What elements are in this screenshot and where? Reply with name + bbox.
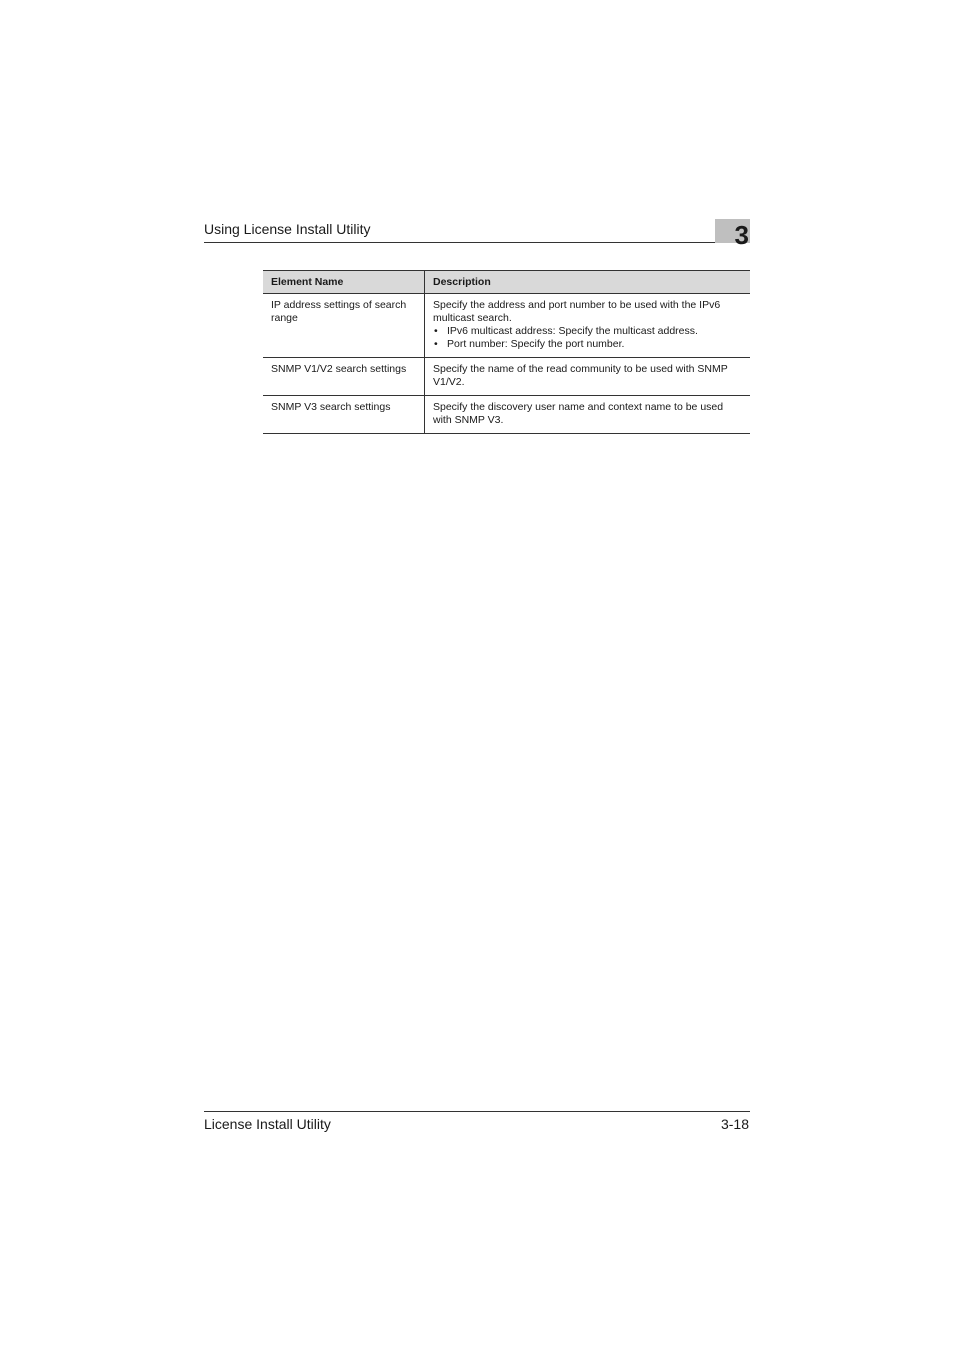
element-name-cell: SNMP V3 search settings [263, 396, 425, 434]
table-row [263, 396, 750, 434]
page-header [204, 216, 750, 250]
chapter-number: 3 [734, 220, 749, 250]
page-footer [204, 1111, 750, 1136]
description-cell [425, 294, 751, 358]
description-cell: Specify the discovery user name and context name to be used with SNMP V3. [425, 396, 751, 434]
element-description-table [263, 270, 750, 434]
header-title: Using License Install Utility [204, 221, 371, 237]
description-bullet-list [433, 325, 744, 351]
element-name-cell: SNMP V1/V2 search settings [263, 358, 425, 396]
page-number: 3-18 [720, 1116, 749, 1132]
bullet-item: • IPv6 multicast address: Specify the multicast address. [433, 325, 744, 338]
element-name-cell: IP address settings of search range [263, 294, 425, 358]
column-header-element-name: Element Name [263, 271, 425, 294]
description-text: Specify the address and port number to be used with the IPv6 multicast search. [433, 299, 721, 324]
table-row [263, 294, 750, 358]
column-header-description: Description [425, 271, 751, 294]
table-header-row [263, 271, 750, 294]
table-row [263, 358, 750, 396]
chapter-badge [715, 219, 750, 250]
description-cell: Specify the name of the read community to be used with SNMP V1/V2. [425, 358, 751, 396]
bullet-item: • Port number: Specify the port number. [433, 338, 744, 351]
footer-title: License Install Utility [204, 1116, 331, 1132]
